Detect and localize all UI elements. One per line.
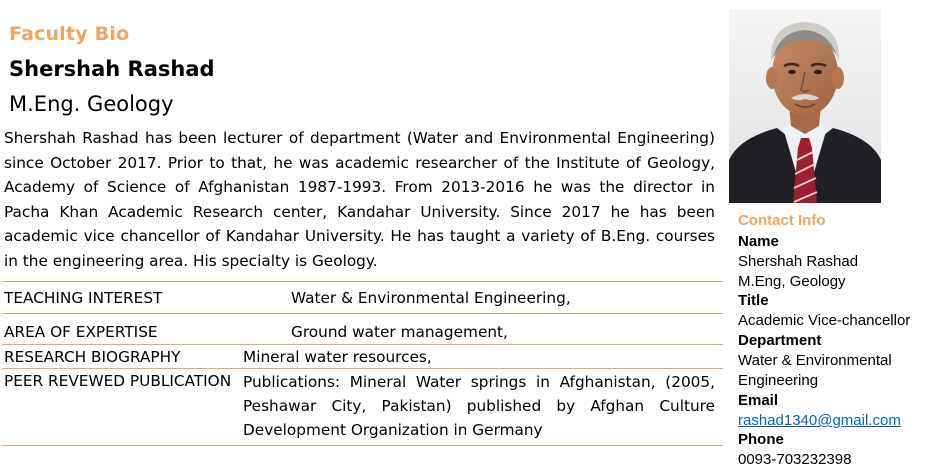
contact-phone-value: 0093-703232398	[738, 451, 852, 468]
detail-rule	[2, 281, 723, 282]
contact-email-link[interactable]: rashad1340@gmail.com	[738, 412, 901, 429]
contact-department-line1: Water & Environmental	[738, 352, 892, 369]
contact-title-value: Academic Vice-chancellor	[738, 312, 911, 329]
detail-label-teaching: TEACHING INTEREST	[4, 289, 163, 307]
contact-name-label: Name	[738, 233, 779, 250]
detail-value-publication: Publications: Mineral Water springs in Afghanistan, (2005, Peshawar City, Pakistan) published by Afghan Culture Development Organization in Germany	[243, 373, 715, 439]
contact-name-line1: Shershah Rashad	[738, 253, 859, 270]
portrait-photo	[729, 10, 881, 203]
contact-department-line2: Engineering	[738, 372, 819, 389]
contact-email-label: Email	[738, 392, 779, 409]
bio-paragraph: Shershah Rashad has been lecturer of department (Water and Environmental Engineering) since October 2017. Prior to that, he was academic researcher of the Institute of Geology, Academy of Science of Afghanistan 1987-1993. From 2013-2016 he was the director in Pacha Khan Academic Research center, Kandahar University. Since 2017 he has been academic vice chancellor of Kandahar University. He has taught a variety of B.Eng. courses in the engineering area. His specialty is Geology.	[4, 129, 715, 270]
contact-heading: Contact Info	[738, 212, 826, 229]
contact-title-label: Title	[738, 292, 769, 309]
contact-name-line2: M.Eng, Geology	[738, 273, 846, 290]
detail-value-research: Mineral water resources,	[243, 348, 432, 366]
detail-value-teaching: Water & Environmental Engineering,	[291, 289, 571, 307]
contact-phone-label: Phone	[738, 431, 784, 448]
faculty-name: Shershah Rashad	[9, 57, 215, 81]
detail-value-expertise: Ground water management,	[291, 323, 508, 341]
detail-label-expertise: AREA OF EXPERTISE	[4, 323, 158, 341]
detail-label-research: RESEARCH BIOGRAPHY	[4, 348, 181, 366]
faculty-degree: M.Eng. Geology	[9, 92, 174, 116]
contact-department-label: Department	[738, 332, 822, 349]
detail-label-publication: PEER REVEWED PUBLICATION	[4, 372, 232, 390]
detail-rule	[2, 445, 723, 446]
detail-rule	[2, 313, 723, 314]
section-label: Faculty Bio	[9, 23, 130, 45]
